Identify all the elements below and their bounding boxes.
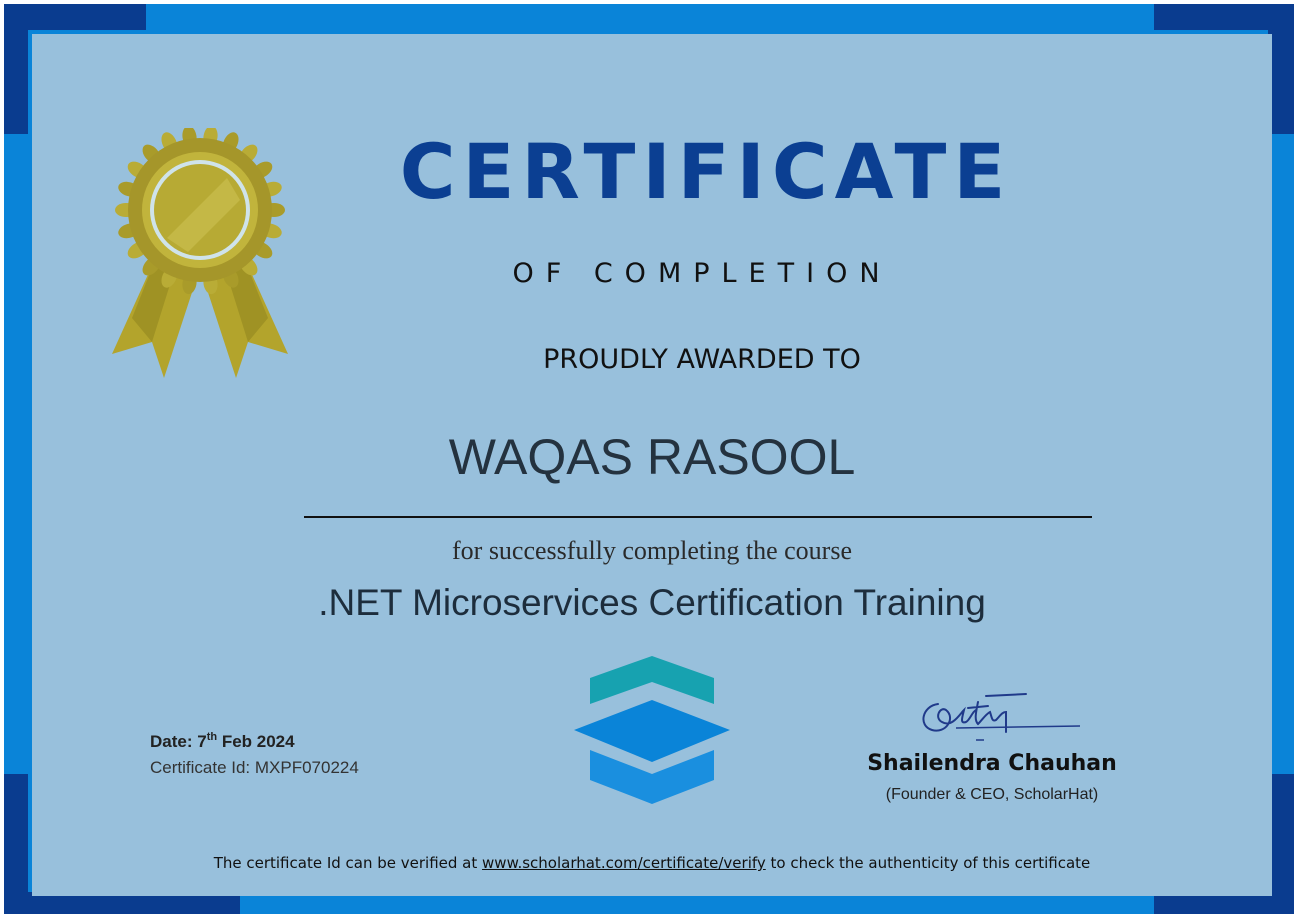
course-intro: for successfully completing the course: [452, 536, 852, 565]
frame-corner-top-left-side: [4, 4, 28, 134]
scholarhat-logo-icon: [574, 656, 730, 806]
name-underline: [304, 516, 1092, 518]
date-rest: Feb 2024: [217, 732, 295, 751]
awarded-label: PROUDLY AWARDED TO: [543, 344, 861, 375]
verify-link[interactable]: www.scholarhat.com/certificate/verify: [482, 854, 766, 872]
certificate-id: Certificate Id: MXPF070224: [150, 758, 359, 777]
certificate-frame: [4, 4, 1294, 914]
signature-image: [916, 688, 1086, 748]
verify-suffix: to check the authenticity of this certificate: [765, 854, 1091, 872]
date-suffix: th: [206, 731, 218, 743]
certificate-title: CERTIFICATE: [399, 127, 1013, 216]
certificate-date: [150, 732, 295, 750]
verify-prefix: The certificate Id can be verified at: [213, 854, 483, 872]
certificate-subtitle: OF COMPLETION: [512, 258, 892, 289]
signer-name: Shailendra Chauhan: [867, 751, 1117, 776]
verification-note: [72, 856, 1232, 871]
signer-role: (Founder & CEO, ScholarHat): [885, 786, 1099, 803]
recipient-name: WAQAS RASOOL: [448, 429, 856, 485]
date-label: Date:: [150, 732, 198, 751]
course-name: .NET Microservices Certification Training: [318, 582, 986, 623]
certificate-panel: [32, 34, 1272, 896]
award-rosette-icon: [112, 128, 288, 378]
date-day: 7: [197, 732, 207, 751]
frame-corner-bottom-left-side: [4, 774, 28, 914]
